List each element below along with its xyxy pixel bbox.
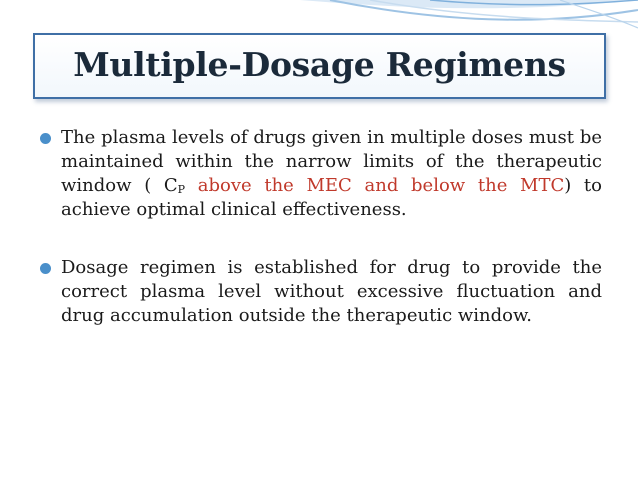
- bullet1-text-part1: The plasma levels of drugs given in multiple doses must be maintained within the narrow limits of the therapeutic window ( C: [61, 127, 602, 196]
- cp-subscript: P: [177, 183, 186, 196]
- bullet-text-2: Dosage regimen is established for drug to provide the correct plasma level without excessive fluctuation and drug accumulation outside the therapeutic window.: [61, 257, 602, 326]
- bullet1-text-part2: ) to achieve optimal clinical effectiveness.: [61, 175, 602, 220]
- bullet-text-1: [61, 126, 602, 222]
- slide-title: Multiple-Dosage Regimens: [73, 45, 566, 84]
- bullet-icon: [40, 133, 51, 144]
- slide-content: [40, 126, 602, 362]
- bullet-icon: [40, 263, 51, 274]
- title-box: [33, 33, 606, 99]
- bullet1-highlight: above the MEC and below the MTC: [185, 175, 565, 196]
- bullet-item-1: [40, 126, 602, 222]
- bullet-item-2: [40, 256, 602, 328]
